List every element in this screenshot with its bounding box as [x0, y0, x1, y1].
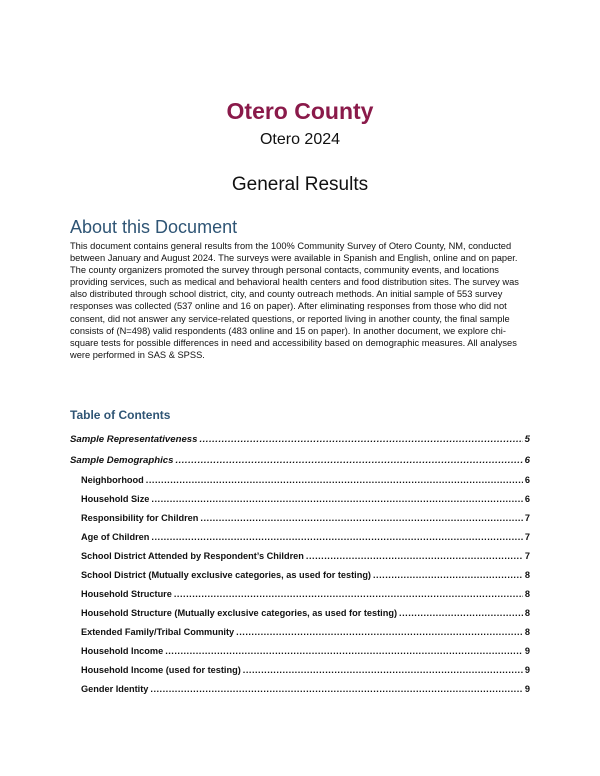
- toc-entry-age-of-children[interactable]: [81, 532, 530, 542]
- toc-entry-household-income-testing[interactable]: [81, 665, 530, 675]
- toc-entry-label: Gender Identity: [81, 684, 149, 694]
- toc-leader-dots: [151, 532, 522, 542]
- about-paragraph: This document contains general results from the 100% Community Survey of Otero County, NM, conducted between January and August 2024. The surveys were available in Spanish and English, online and on paper. The county organizers promoted the survey through personal contacts, community events, and locations providing services, such as medical and behavioral health centers and food distribution sites. The survey was also distributed through school district, city, and county outreach methods. An initial sample of 553 survey responses was collected (537 online and 16 on paper). After eliminating responses from those who did not consent, did not answer any service-related questions, or reported living in another county, the final sample consists of (N=498) valid respondents (483 online and 15 on paper). In another document, we explore chi-square tests for possible differences in need and accessibility based on demographic measures. All analyses were performed in SAS & SPSS.: [70, 241, 519, 360]
- toc-leader-dots: [151, 494, 522, 504]
- toc-entry-label: Neighborhood: [81, 475, 144, 485]
- toc-page-number: 7: [524, 551, 530, 561]
- toc-entry-neighborhood[interactable]: [81, 475, 530, 485]
- toc-leader-dots: [399, 608, 523, 618]
- toc-leader-dots: [199, 434, 522, 445]
- toc-leader-dots: [165, 646, 523, 656]
- toc-leader-dots: [306, 551, 523, 561]
- toc-entry-sample-representativeness[interactable]: [70, 434, 530, 445]
- toc-leader-dots: [174, 589, 523, 599]
- toc-entry-label: Age of Children: [81, 532, 150, 542]
- toc-entry-responsibility-for-children[interactable]: [81, 513, 530, 523]
- toc-leader-dots: [373, 570, 523, 580]
- toc-entry-school-district-testing[interactable]: [81, 570, 530, 580]
- toc-entry-household-income[interactable]: [81, 646, 530, 656]
- toc-leader-dots: [150, 684, 522, 694]
- toc-entry-label: Household Size: [81, 494, 150, 504]
- toc-page-number: 9: [524, 665, 530, 675]
- toc-entry-gender-identity[interactable]: [81, 684, 530, 694]
- toc-page-number: 5: [524, 434, 530, 445]
- toc-entry-label: Responsibility for Children: [81, 513, 199, 523]
- toc-entry-household-size[interactable]: [81, 494, 530, 504]
- toc-leader-dots: [146, 475, 523, 485]
- toc-entry-household-structure-testing[interactable]: [81, 608, 530, 618]
- document-title: Otero County: [226, 98, 374, 124]
- toc-page-number: 8: [524, 589, 530, 599]
- toc-page-number: 6: [524, 475, 530, 485]
- toc-entry-label: Household Income: [81, 646, 164, 656]
- about-heading: About this Document: [70, 217, 238, 237]
- toc-entry-extended-family[interactable]: [81, 627, 530, 637]
- toc-entry-sample-demographics[interactable]: [70, 455, 530, 466]
- toc-leader-dots: [200, 513, 522, 523]
- toc-entry-label: School District Attended by Respondent’s Children: [81, 551, 304, 561]
- toc-page-number: 6: [524, 494, 530, 504]
- toc-page-number: 9: [524, 684, 530, 694]
- toc-entry-school-district-attended[interactable]: [81, 551, 530, 561]
- document-subtitle: Otero 2024: [259, 131, 341, 148]
- toc-page-number: 7: [524, 532, 530, 542]
- toc-page-number: 8: [524, 570, 530, 580]
- section-title: General Results: [231, 174, 369, 195]
- toc-leader-dots: [175, 455, 522, 466]
- toc-page-number: 9: [524, 646, 530, 656]
- toc-leader-dots: [236, 627, 523, 637]
- toc-entry-label: Extended Family/Tribal Community: [81, 627, 235, 637]
- toc-leader-dots: [243, 665, 523, 675]
- toc-heading: Table of Contents: [70, 408, 171, 422]
- toc-entry-label: Sample Demographics: [70, 455, 174, 466]
- toc-entry-label: Sample Representativeness: [70, 434, 198, 445]
- toc-page-number: 8: [524, 608, 530, 618]
- toc-page-number: 6: [524, 455, 530, 466]
- toc-page-number: 7: [524, 513, 530, 523]
- toc-entry-household-structure[interactable]: [81, 589, 530, 599]
- toc-entry-label: Household Income (used for testing): [81, 665, 241, 675]
- toc-entry-label: Household Structure (Mutually exclusive categories, as used for testing): [81, 608, 398, 618]
- toc-entry-label: School District (Mutually exclusive categories, as used for testing): [81, 570, 371, 580]
- toc-page-number: 8: [524, 627, 530, 637]
- toc-entry-label: Household Structure: [81, 589, 172, 599]
